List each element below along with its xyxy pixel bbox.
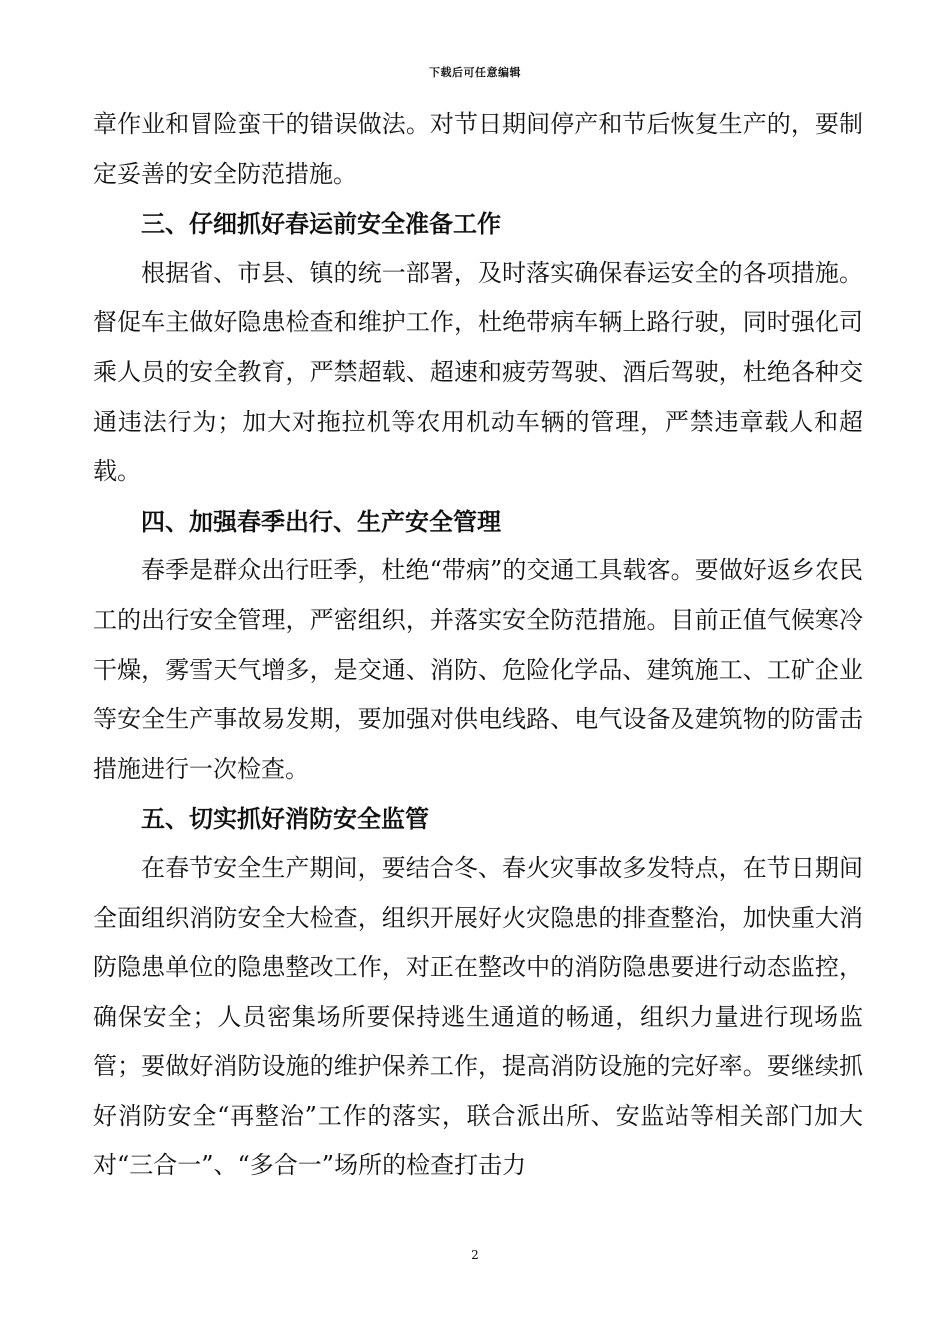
page-header: 下载后可任意编辑 (429, 66, 521, 79)
paragraph-section-3: 根据省、市县、镇的统一部署，及时落实确保春运安全的各项措施。督促车主做好隐患检查和维护工作，杜绝带病车辆上路行驶，同时强化司乘人员的安全教育，严禁超载、超速和疲劳驾驶、酒后驾驶，杜绝各种交通违法行为；加大对拖拉机等农用机动车辆的管理，严禁违章载人和超载。 (93, 258, 863, 486)
page-number: 2 (471, 1248, 479, 1262)
section-heading-4: 四、加强春季出行、生产安全管理 (141, 506, 501, 536)
document-body (93, 100, 863, 1191)
paragraph-section-5: 在春节安全生产期间，要结合冬、春火灾事故多发特点，在节日期间全面组织消防安全大检查，组织开展好火灾隐患的排查整治，加快重大消防隐患单位的隐患整改工作，对正在整改中的消防隐患要进行动态监控，确保安全；人员密集场所要保持逃生通道的畅通，组织力量进行现场监管；要做好消防设施的维护保养工作，提高消防设施的完好率。要继续抓好消防安全“再整治”工作的落实，联合派出所、安监站等相关部门加大对“三合一”、“多合一”场所的检查打击力 (93, 853, 863, 1180)
paragraph-section-4: 春季是群众出行旺季，杜绝“带病”的交通工具载客。要做好返乡农民工的出行安全管理，严密组织，并落实安全防范措施。目前正值气候寒冷干燥，雾雪天气增多，是交通、消防、危险化学品、建筑施工、工矿企业等安全生产事故易发期，要加强对供电线路、电气设备及建筑物的防雷击措施进行一次检查。 (93, 556, 863, 783)
section-heading-3: 三、仔细抓好春运前安全准备工作 (141, 209, 501, 239)
paragraph-continued: 章作业和冒险蛮干的错误做法。对节日期间停产和节后恢复生产的，要制定妥善的安全防范措施。 (93, 110, 863, 188)
section-heading-5: 五、切实抓好消防安全监管 (141, 804, 429, 834)
